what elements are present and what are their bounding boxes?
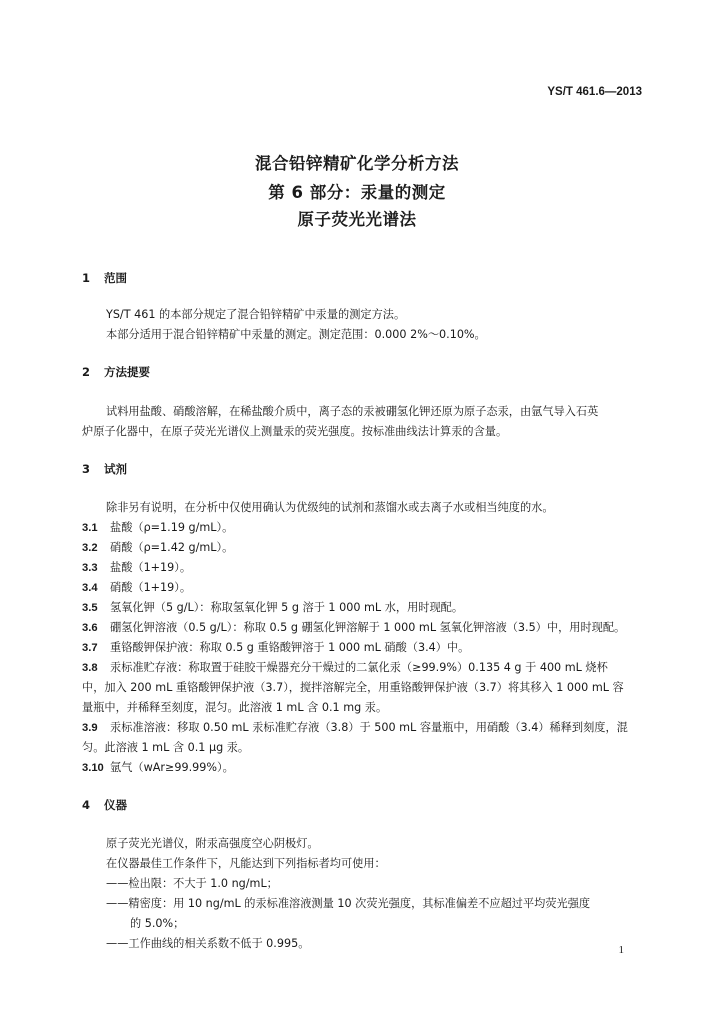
title-line-2: 第 6 部分：汞量的测定	[268, 183, 446, 202]
section-2-heading	[82, 364, 150, 380]
paragraph: 本部分适用于混合铅锌精矿中汞量的测定。测定范围：0.000 2%～0.10%。	[106, 328, 486, 341]
paragraph: 中，加入 200 mL 重铬酸钾保护液（3.7），搅拌溶解完全，用重铬酸钾保护液（3.7）将其移入 1 000 mL 容	[82, 681, 624, 694]
reagent-item: 3.8 汞标准贮存液：称取置于硅胶干燥器充分干燥过的二氯化汞（≥99.9%）0.135 4 g 于 400 mL 烧杯	[82, 661, 608, 674]
paragraph: 试料用盐酸、硝酸溶解，在稀盐酸介质中，离子态的汞被硼氢化钾还原为原子态汞，由氩气导入石英	[106, 405, 599, 418]
section-1-heading	[82, 270, 127, 286]
page-number: 1	[618, 944, 624, 956]
title-line-1: 混合铅锌精矿化学分析方法	[255, 154, 459, 173]
paragraph: YS/T 461 的本部分规定了混合铅锌精矿中汞量的测定方法。	[106, 308, 406, 321]
title-line-3: 原子荧光光谱法	[297, 210, 417, 229]
section-title: 范围	[104, 271, 127, 285]
section-number: 3	[82, 462, 91, 476]
section-title: 方法提要	[104, 365, 150, 379]
paragraph: 原子荧光光谱仪，附汞高强度空心阴极灯。	[106, 837, 319, 850]
reagent-item: 3.9 汞标准溶液：移取 0.50 mL 汞标准贮存液（3.8）于 500 mL 容量瓶中，用硝酸（3.4）稀释到刻度，混	[82, 721, 628, 734]
reagent-item: 3.6 硼氢化钾溶液（0.5 g/L）：称取 0.5 g 硼氢化钾溶解于 1 000 mL 氢氧化钾溶液（3.5）中，用时现配。	[82, 621, 626, 634]
section-number: 2	[82, 365, 91, 379]
section-number: 4	[82, 798, 91, 812]
section-title: 试剂	[104, 462, 127, 476]
reagent-item: 3.4 硝酸（1+19）。	[82, 581, 192, 594]
dash-item: ——检出限：不大于 1.0 ng/mL；	[106, 877, 278, 890]
reagent-item: 3.5 氢氧化钾（5 g/L）：称取氢氧化钾 5 g 溶于 1 000 mL 水，用时现配。	[82, 601, 464, 614]
section-title: 仪器	[104, 798, 127, 812]
dash-item-continuation: 的 5.0%；	[130, 917, 185, 930]
reagent-item: 3.1 盐酸（ρ=1.19 g/mL）。	[82, 521, 234, 534]
paragraph: 在仪器最佳工作条件下，凡能达到下列指标者均可使用：	[106, 857, 386, 870]
reagent-item: 3.3 盐酸（1+19）。	[82, 561, 192, 574]
section-number: 1	[82, 271, 91, 285]
paragraph: 除非另有说明，在分析中仅使用确认为优级纯的试剂和蒸馏水或去离子水或相当纯度的水。	[106, 501, 554, 514]
paragraph: 炉原子化器中，在原子荧光光谱仪上测量汞的荧光强度。按标准曲线法计算汞的含量。	[82, 425, 508, 438]
reagent-item: 3.7 重铬酸钾保护液：称取 0.5 g 重铬酸钾溶于 1 000 mL 硝酸（3.4）中。	[82, 641, 470, 654]
dash-item: ——精密度：用 10 ng/mL 的汞标准溶液测量 10 次荧光强度，其标准偏差不应超过平均荧光强度	[106, 897, 591, 910]
section-4-heading	[82, 797, 127, 813]
paragraph: 匀。此溶液 1 mL 含 0.1 μg 汞。	[82, 741, 250, 754]
paragraph: 量瓶中，并稀释至刻度，混匀。此溶液 1 mL 含 0.1 mg 汞。	[82, 701, 388, 714]
standard-code: YS/T 461.6—2013	[547, 86, 642, 98]
dash-item: ——工作曲线的相关系数不低于 0.995。	[106, 937, 310, 950]
reagent-item: 3.10 氩气（wAr≥99.99%）。	[82, 761, 234, 774]
reagent-item: 3.2 硝酸（ρ=1.42 g/mL）。	[82, 541, 234, 554]
section-3-heading	[82, 461, 127, 477]
